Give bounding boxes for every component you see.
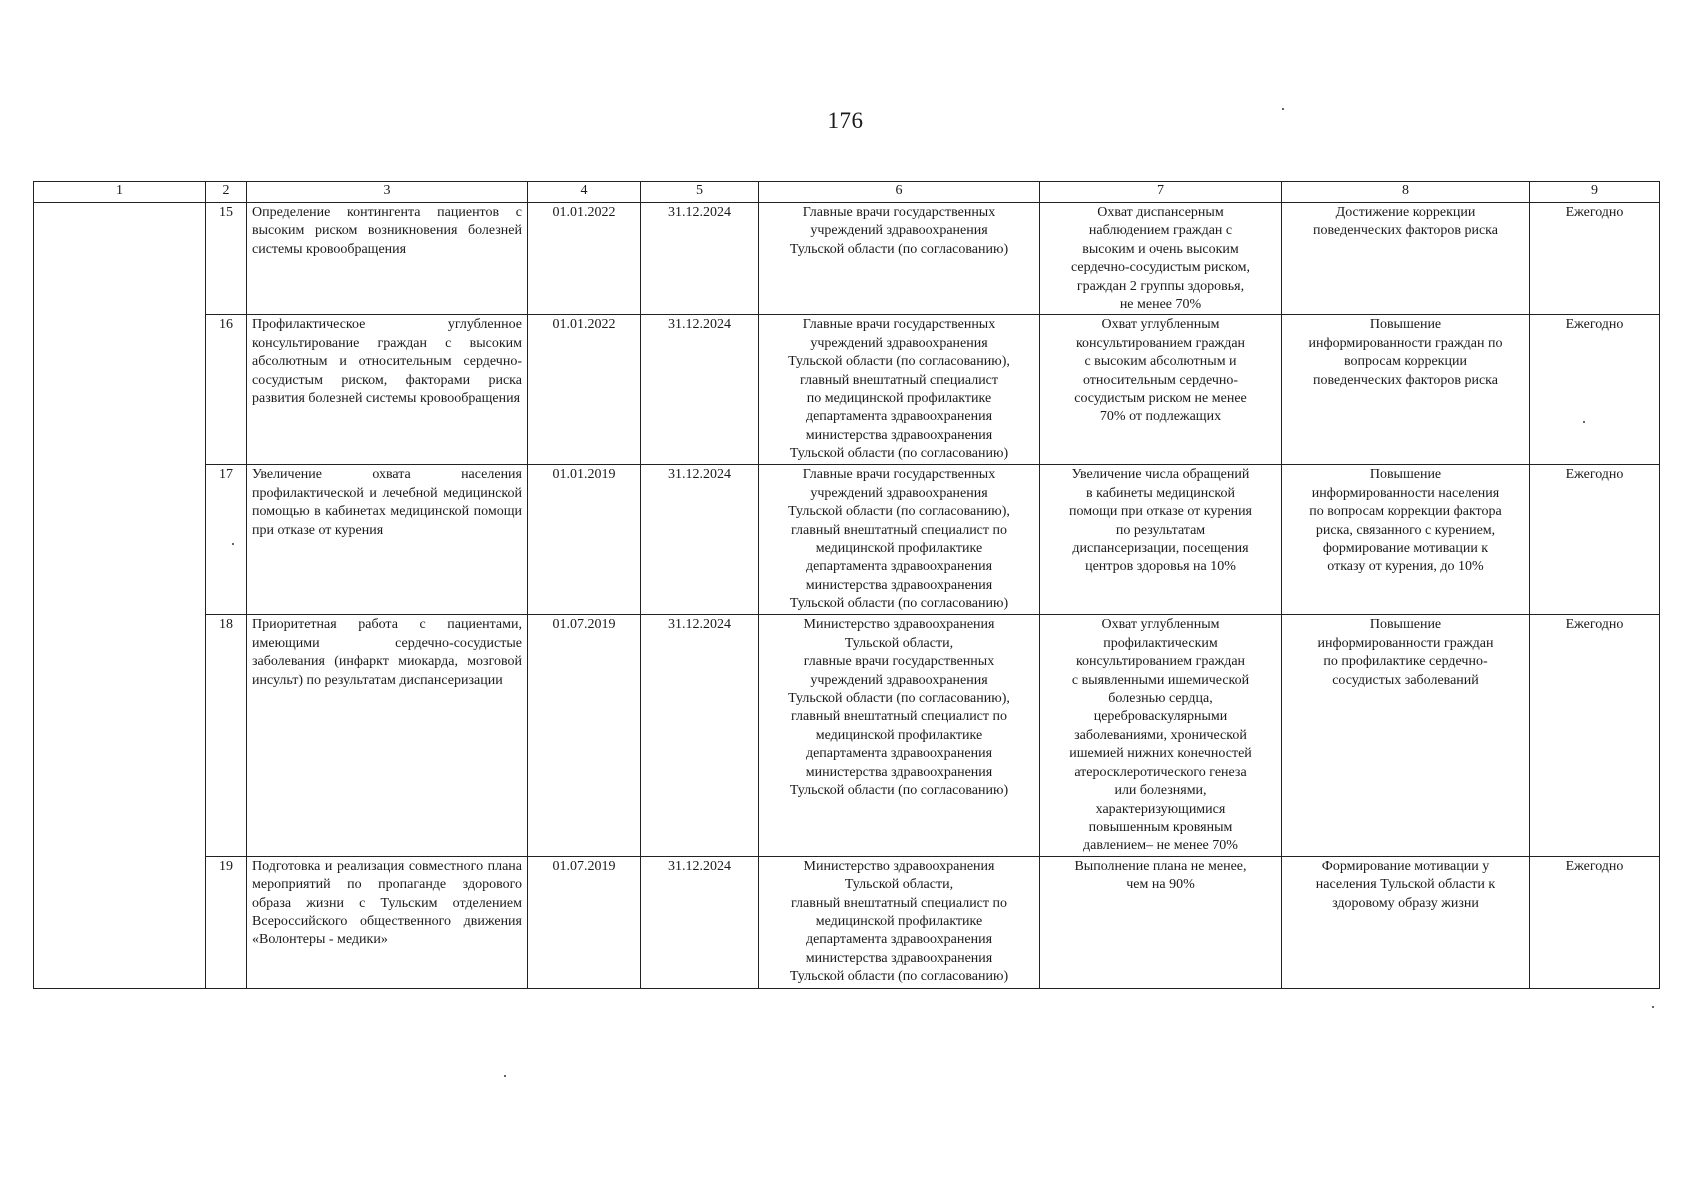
table-row [34,203,1660,315]
responsible-executors: Министерство здравоохранения Тульской области, главные врачи государственных учреждений здравоохранения Тульской области (по согласованию), главный внештатный специалист по медицинской профилактике департамента здравоохранения министерства здравоохранения Тульской области (по согласованию) [759,615,1040,856]
responsible-executors: Главные врачи государственных учреждений здравоохранения Тульской области (по согласованию), главный внештатный специалист по медицинской профилактике департамента здравоохранения министерства здравоохранения Тульской области (по согласованию) [759,465,1040,615]
row-number: 17 [206,465,247,615]
end-date: 31.12.2024 [641,465,759,615]
expected-result: Формирование мотивации у населения Тульской области к здоровому образу жизни [1282,856,1530,988]
expected-result: Повышение информированности населения по вопросам коррекции фактора риска, связанного с курением, формирование мотивации к отказу от курения, до 10% [1282,465,1530,615]
table-row [34,465,1660,615]
start-date: 01.07.2019 [528,615,641,856]
start-date: 01.01.2022 [528,315,641,465]
column-number: 5 [641,182,759,203]
column-number: 9 [1530,182,1660,203]
measure-description: Увеличение охвата населения профилактической и лечебной медицинской помощью в кабинетах медицинской помощи при отказе от курения [247,465,528,615]
measure-description: Приоритетная работа с пациентами, имеющими сердечно-сосудистые заболевания (инфаркт миокарда, мозговой инсульт) по результатам диспансеризации [247,615,528,856]
column-number: 8 [1282,182,1530,203]
measure-description: Профилактическое углубленное консультирование граждан с высоким абсолютным и относительным сердечно-сосудистым риском, факторами риска развития болезней системы кровообращения [247,315,528,465]
target-indicator: Охват углубленным профилактическим консультированием граждан с выявленными ишемической болезнью сердца, цереброваскулярными заболеваниями, хронической ишемией нижних конечностей атеросклеротического генеза или болезнями, характеризующимися повышенным кровяным давлением– не менее 70% [1040,615,1282,856]
frequency: Ежегодно [1530,203,1660,315]
responsible-executors: Главные врачи государственных учреждений здравоохранения Тульской области (по согласованию), главный внештатный специалист по медицинской профилактике департамента здравоохранения министерства здравоохранения Тульской области (по согласованию) [759,315,1040,465]
end-date: 31.12.2024 [641,203,759,315]
column-number: 3 [247,182,528,203]
column-number: 1 [34,182,206,203]
start-date: 01.01.2022 [528,203,641,315]
table-row [34,856,1660,988]
scan-speck [1282,108,1284,110]
column-number: 7 [1040,182,1282,203]
row-number: 19 [206,856,247,988]
scan-speck [504,1075,506,1077]
start-date: 01.01.2019 [528,465,641,615]
end-date: 31.12.2024 [641,615,759,856]
measures-table [33,181,1660,989]
expected-result: Достижение коррекции поведенческих факторов риска [1282,203,1530,315]
end-date: 31.12.2024 [641,856,759,988]
target-indicator: Охват диспансерным наблюдением граждан с высоким и очень высоким сердечно-сосудистым риском, граждан 2 группы здоровья, не менее 70% [1040,203,1282,315]
frequency: Ежегодно [1530,465,1660,615]
row-number: 18 [206,615,247,856]
scan-speck [1652,1006,1654,1008]
column-number: 4 [528,182,641,203]
column-number-row [34,182,1660,203]
expected-result: Повышение информированности граждан по вопросам коррекции поведенческих факторов риска [1282,315,1530,465]
responsible-executors: Главные врачи государственных учреждений здравоохранения Тульской области (по согласованию) [759,203,1040,315]
page-number: 176 [827,108,864,133]
table-row [34,615,1660,856]
measure-description: Определение контингента пациентов с высоким риском возникновения болезней системы кровообращения [247,203,528,315]
frequency: Ежегодно [1530,315,1660,465]
expected-result: Повышение информированности граждан по профилактике сердечно- сосудистых заболеваний [1282,615,1530,856]
frequency: Ежегодно [1530,856,1660,988]
target-indicator: Выполнение плана не менее, чем на 90% [1040,856,1282,988]
target-indicator: Охват углубленным консультированием граждан с высоким абсолютным и относительным сердечно- сосудистым риском не менее 70% от подлежащих [1040,315,1282,465]
responsible-executors: Министерство здравоохранения Тульской области, главный внештатный специалист по медицинской профилактике департамента здравоохранения министерства здравоохранения Тульской области (по согласованию) [759,856,1040,988]
frequency: Ежегодно [1530,615,1660,856]
target-indicator: Увеличение числа обращений в кабинеты медицинской помощи при отказе от курения по результатам диспансеризации, посещения центров здоровья на 10% [1040,465,1282,615]
row-number: 15 [206,203,247,315]
end-date: 31.12.2024 [641,315,759,465]
measure-description: Подготовка и реализация совместного плана мероприятий по пропаганде здорового образа жизни с Тульским отделением Всероссийского общественного движения «Волонтеры - медики» [247,856,528,988]
section-cell [34,203,206,989]
row-number: 16 [206,315,247,465]
column-number: 6 [759,182,1040,203]
start-date: 01.07.2019 [528,856,641,988]
table-row [34,315,1660,465]
column-number: 2 [206,182,247,203]
